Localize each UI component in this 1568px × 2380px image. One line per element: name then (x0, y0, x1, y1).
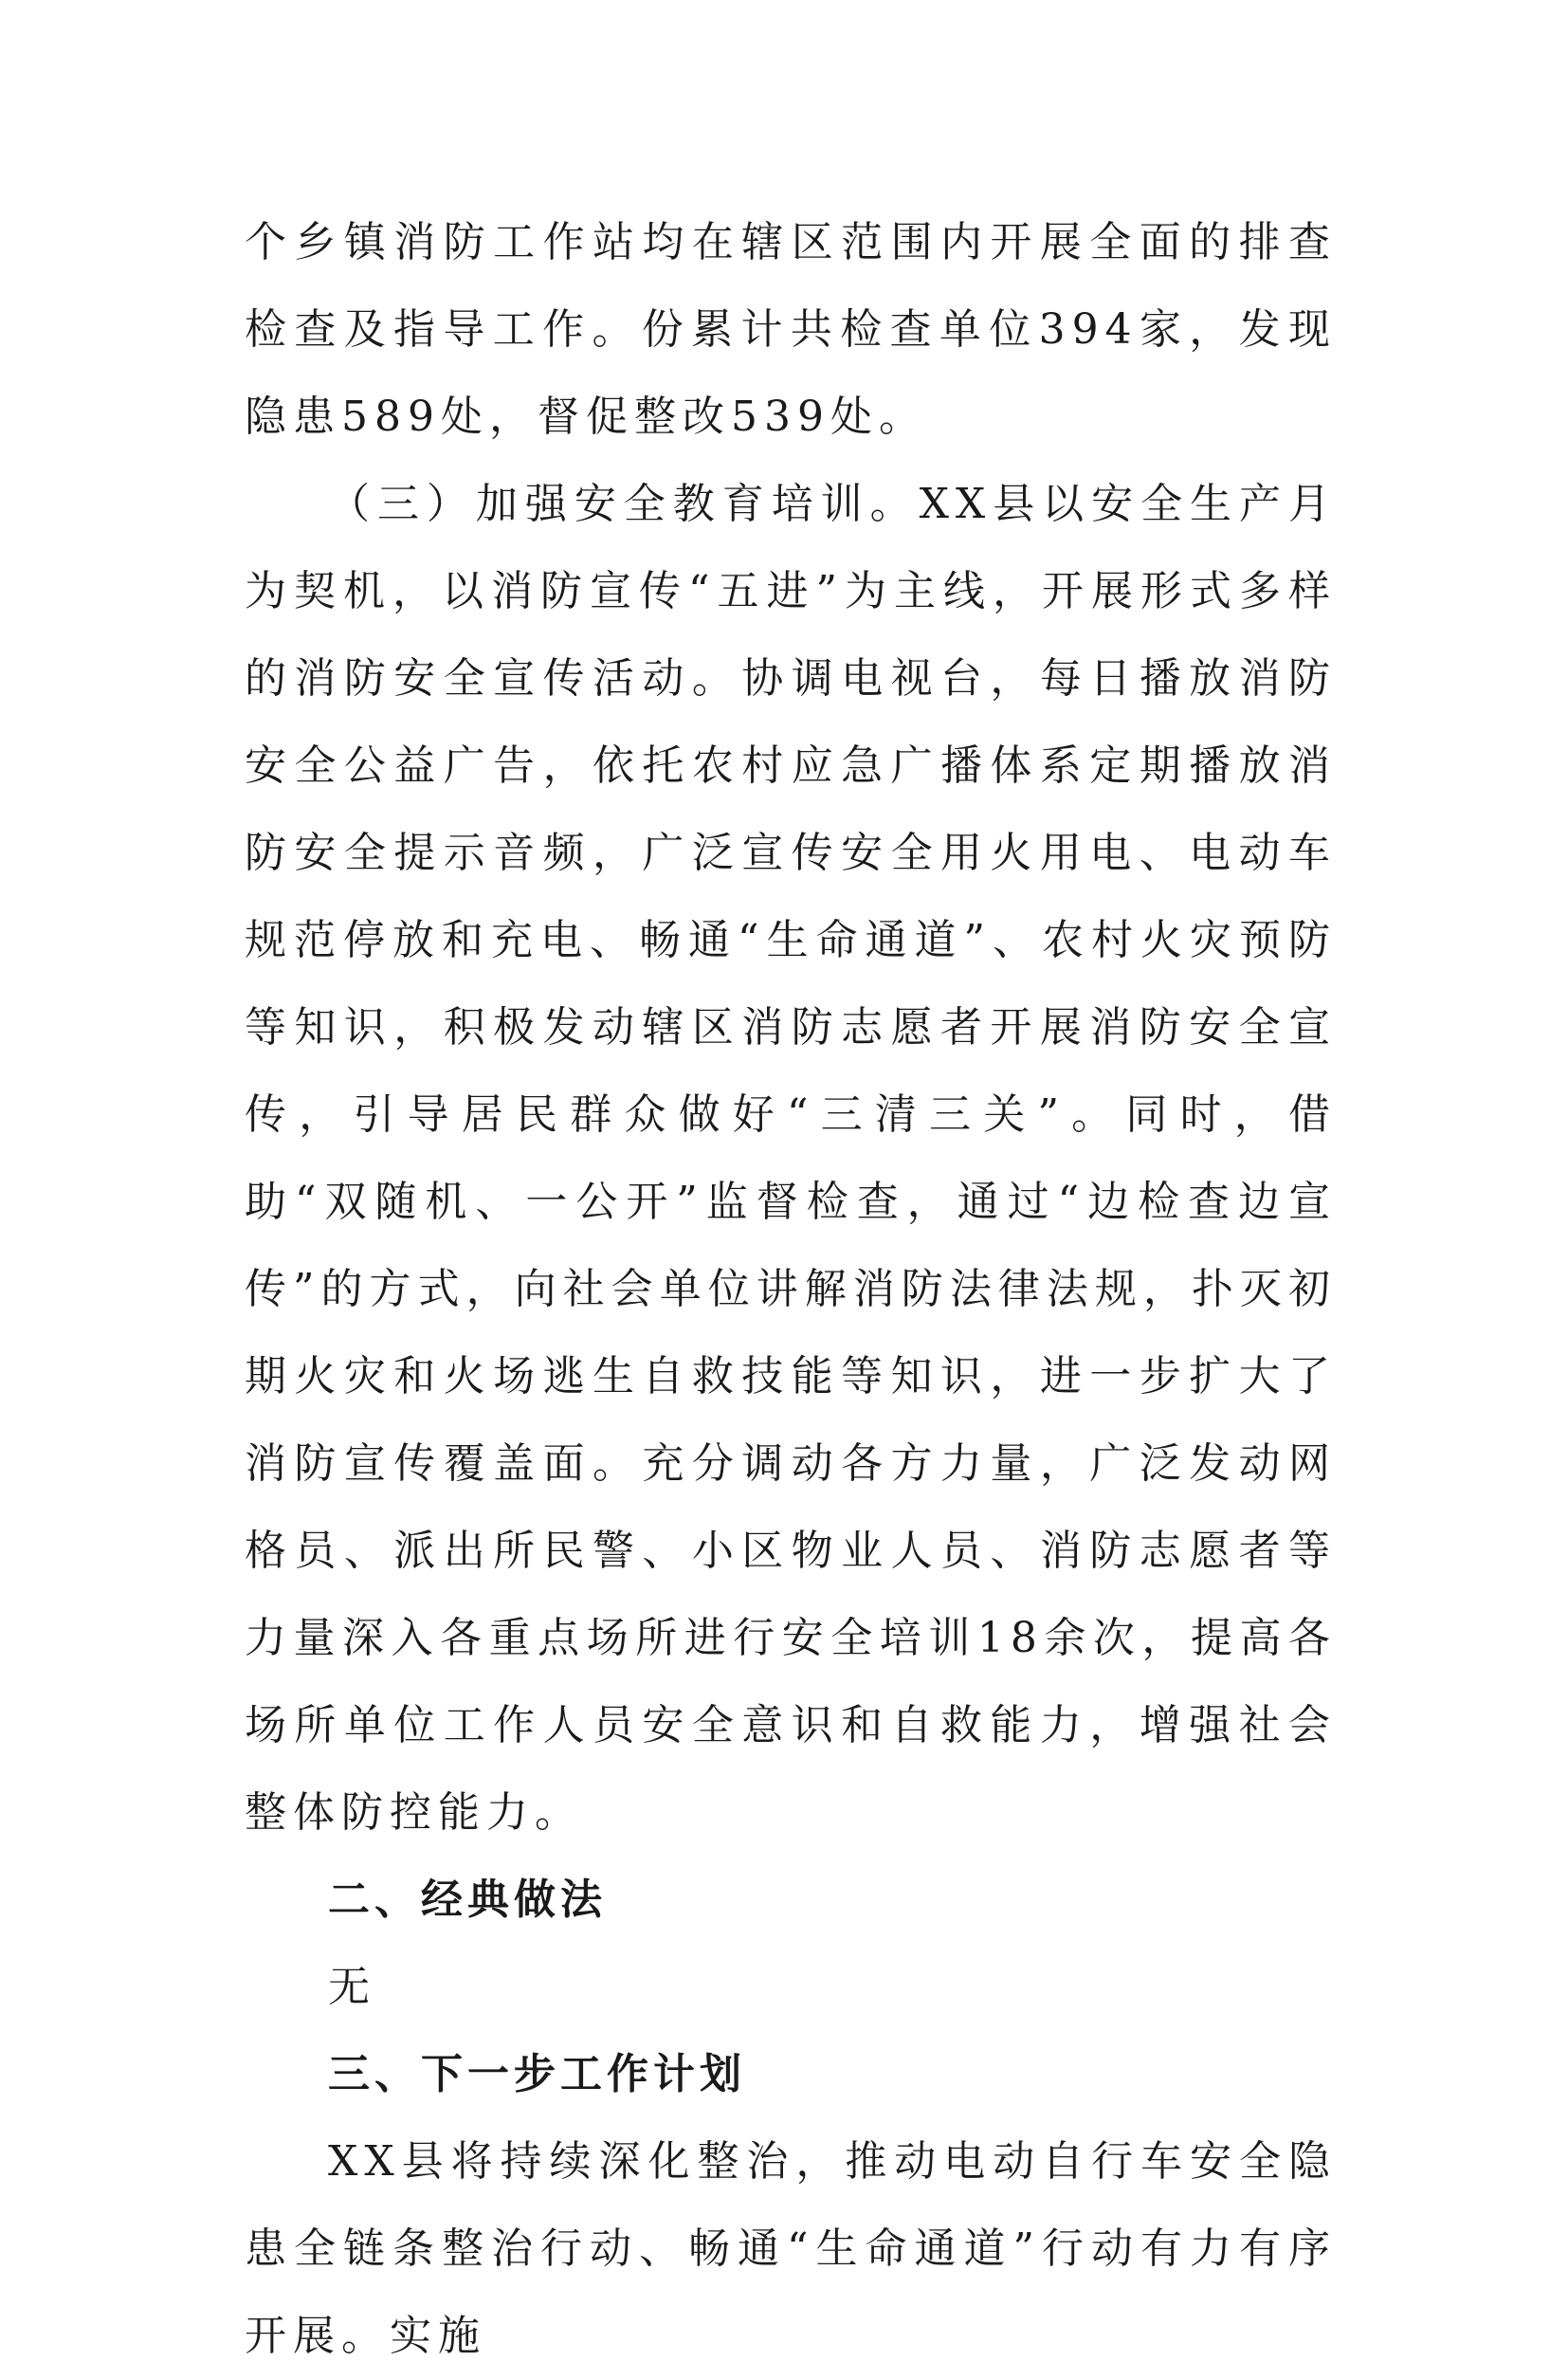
paragraph-inspection-summary: 个乡镇消防工作站均在辖区范围内开展全面的排查检查及指导工作。份累计共检查单位394家，发现隐患589处，督促整改539处。 (245, 218, 1337, 441)
paragraph-safety-education: （三）加强安全教育培训。XX县以安全生产月为契机，以消防宣传“五进”为主线，开展形式多样的消防安全宣传活动。协调电视台，每日播放消防安全公益广告，依托农村应急广播体系定期播放消防安全提示音频，广泛宣传安全用火用电、电动车规范停放和充电、畅通“生命通道”、农村火灾预防等知识，积极发动辖区消防志愿者开展消防安全宣传，引导居民群众做好“三清三关”。同时，借助“双随机、一公开”监督检查，通过“边检查边宣传”的方式，向社会单位讲解消防法律法规，扑灭初期火灾和火场逃生自救技能等知识，进一步扩大了消防宣传覆盖面。充分调动各方力量，广泛发动网格员、派出所民警、小区物业人员、消防志愿者等力量深入各重点场所进行安全培训18余次，提高各场所单位工作人员安全意识和自救能力，增强社会整体防控能力。 (245, 480, 1337, 1837)
section-heading-classic-practices: 二、经典做法 (328, 1876, 607, 1924)
paragraph-none: 无 (328, 1963, 376, 2011)
document-body (245, 199, 1337, 2380)
paragraph-next-plan: XX县将持续深化整治，推动电动自行车安全隐患全链条整治行动、畅通“生命通道”行动有力有序开展。实施 (245, 2137, 1337, 2360)
section-heading-next-plan: 三、下一步工作计划 (328, 2050, 746, 2098)
